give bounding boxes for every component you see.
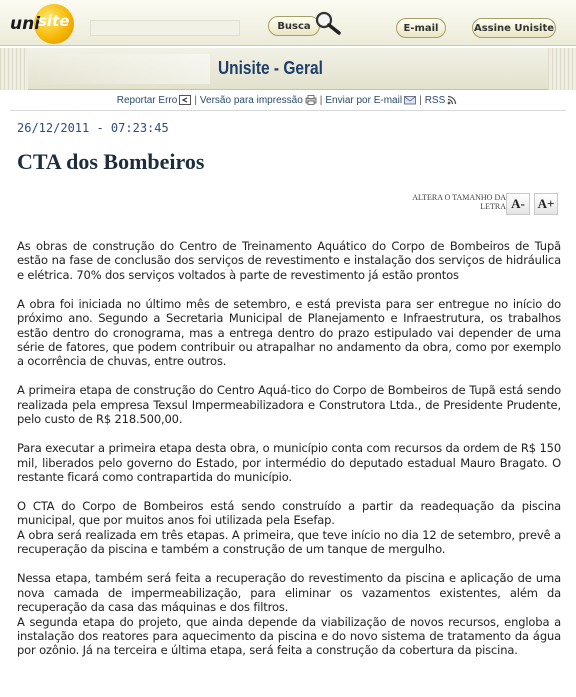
article-paragraph: A obra foi iniciada no último mês de setembro, e está prevista para ser entregue no início do próximo ano. Segundo a Secretaria Municipal de Planejamento e Infraestrutura, os trabalhos estão dentro do cronograma, mas a entrega dentro do prazo estipulado vai depender de uma série de fatores, que podem contribuir ou atrapalhar no andamento da obra, como por exemplo a ocorrência de chuvas, entre outros. xyxy=(17,296,561,369)
section-title: Unisite - Geral xyxy=(218,58,323,78)
article-paragraph: O CTA do Corpo de Bombeiros está sendo construído a partir da readequação da piscina municipal, que por muitos anos foi utilizada pela Esefap. xyxy=(17,499,561,528)
article-paragraph: Nessa etapa, também será feita a recuperação do revestimento da piscina e aplicação de uma nova camada de impermeabilização, para eliminar os vazamentos existentes, além da recuperação da casa das máquinas e dos filtros. xyxy=(17,571,561,615)
font-size-label: ALTERA O TAMANHO DA LETRA xyxy=(412,193,506,211)
rss-link[interactable] xyxy=(425,95,460,106)
report-error-icon xyxy=(179,95,191,105)
logo-site-text: site xyxy=(38,12,70,30)
article-toolbar xyxy=(0,93,576,107)
article-paragraph: A obra será realizada em três etapas. A primeira, que teve início no dia 12 de setembro, prevê a recuperação da piscina e também a construção de um tanque de mergulho. xyxy=(17,527,561,557)
rss-label: RSS xyxy=(424,94,446,106)
report-error-label: Reportar Erro xyxy=(116,94,178,106)
toolbar-separator: | xyxy=(419,94,422,106)
search-button[interactable]: Busca xyxy=(268,16,320,36)
toolbar-separator: | xyxy=(319,94,323,106)
printer-icon xyxy=(305,95,317,105)
article-paragraph: Para executar a primeira etapa desta obra, o município conta com recursos da ordem de R$ 150 mil, liberados pelo governo do Estado, por intermédio do deputado estadual Mauro Bragato. O restante ficará como contrapartida do município. xyxy=(17,441,561,485)
article-date: 26/12/2011 - 07:23:45 xyxy=(17,121,169,135)
email-button[interactable]: E-mail xyxy=(396,18,446,38)
article-paragraph: A primeira etapa de construção do Centro Aquá-tico do Corpo de Bombeiros de Tupã está sendo realizada pela empresa Texsul Impermeabilizadora e Construtora Ltda., de Presidente Prudente, pelo custo de R$ 218.500,00. xyxy=(17,383,561,427)
article-title: CTA dos Bombeiros xyxy=(17,149,205,174)
subscribe-button[interactable]: Assine Unisite xyxy=(472,18,556,38)
site-header xyxy=(0,0,576,46)
unisite-logo[interactable] xyxy=(10,4,78,42)
font-size-control xyxy=(398,193,558,217)
send-email-link[interactable] xyxy=(325,95,416,106)
search-input[interactable] xyxy=(90,20,240,36)
print-version-label: Versão para impressão xyxy=(199,94,303,106)
font-decrease-button[interactable]: A- xyxy=(506,193,530,215)
toolbar-divider xyxy=(10,110,566,111)
banner-right-ornament xyxy=(548,48,576,90)
article-body xyxy=(17,239,561,658)
toolbar-separator: | xyxy=(194,94,197,106)
magnifier-icon[interactable] xyxy=(314,10,342,36)
report-error-link[interactable] xyxy=(117,95,192,106)
logo-uni-text: uni xyxy=(10,14,41,34)
envelope-icon xyxy=(404,95,416,105)
banner-glow xyxy=(30,54,210,84)
banner-left-ornament xyxy=(0,48,28,90)
send-email-label: Enviar por E-mail xyxy=(325,94,403,106)
font-increase-button[interactable]: A+ xyxy=(534,193,558,215)
article-paragraph: A segunda etapa do projeto, que ainda depende da viabilização de novos recursos, engloba a instalação dos reatores para aquecimento da piscina e do novo sistema de tratamento da água por ozônio. Já na terceira e última etapa, será feita a construção da cobertura da piscina. xyxy=(17,614,561,658)
section-banner xyxy=(0,48,576,90)
article-paragraph: As obras de construção do Centro de Treinamento Aquático do Corpo de Bombeiros de Tupã estão na fase de conclusão dos serviços de revestimento e instalação dos serviços de hidráulica e elétrica. 70% dos serviços voltados à parte de revestimento já estão prontos xyxy=(17,239,561,282)
rss-icon xyxy=(447,95,459,105)
print-version-link[interactable] xyxy=(200,95,317,106)
